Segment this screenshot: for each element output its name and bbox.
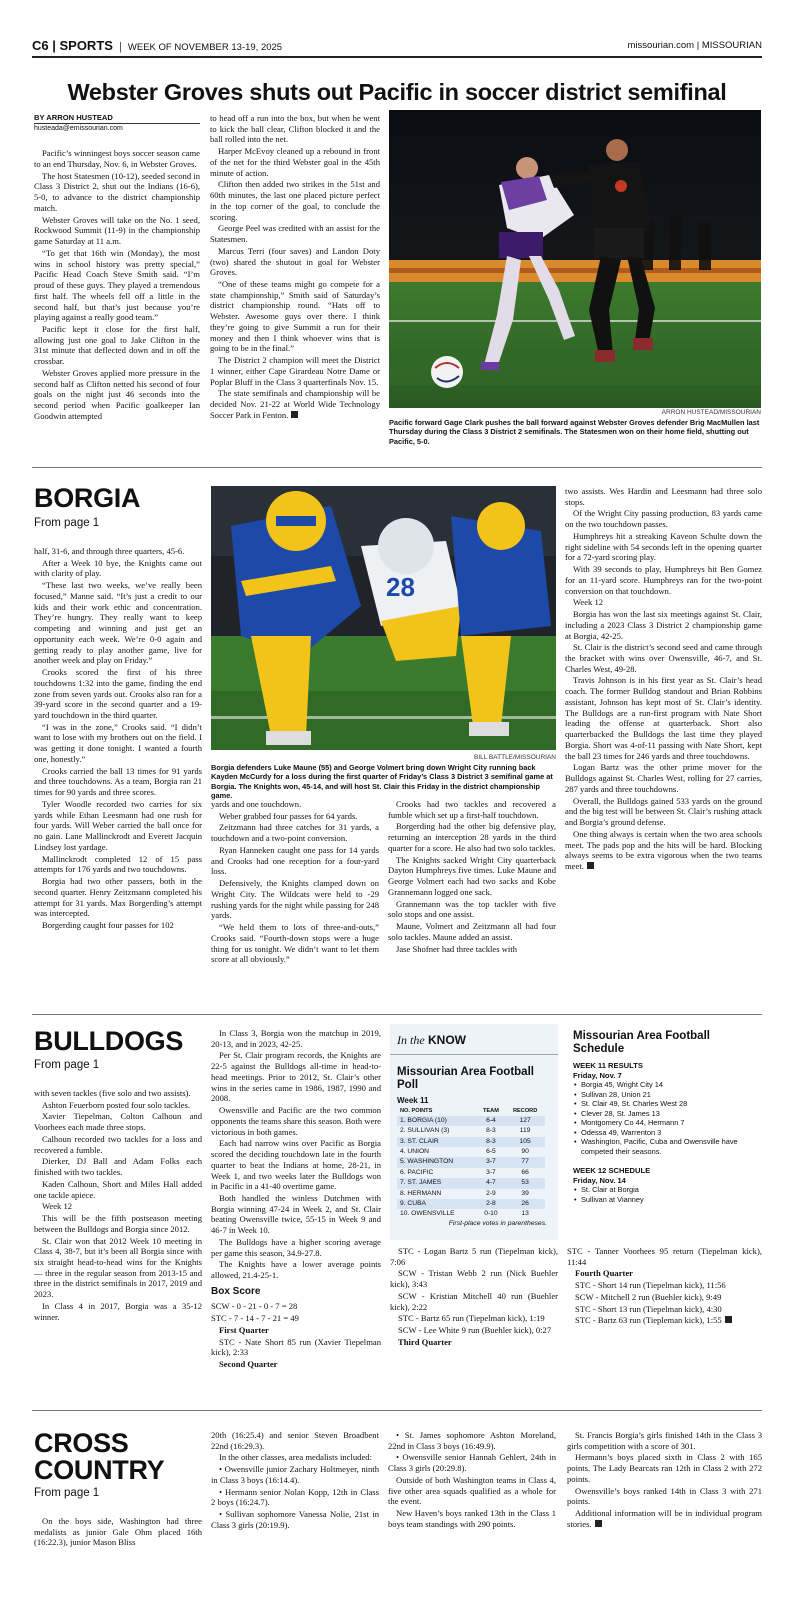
poll-record: 8-3	[486, 1127, 496, 1135]
know-label-bold: KNOW	[428, 1033, 466, 1047]
paragraph: Defensively, the Knights clamped down on Wright City. The Wildcats were held to -29 rushing yards for the night while passing for 248 yards.	[211, 878, 379, 921]
paragraph: to head off a run into the box, but when he went to kick the ball clear, Clifton blocked it and the ball rolled into the net.	[210, 113, 380, 145]
scoring-play: STC - Short 14 run (Tiepelman kick), 11:56	[575, 1280, 726, 1291]
schedule-week11-heading: WEEK 11 RESULTS	[573, 1061, 643, 1071]
schedule-item: • St. Clair at Borgia	[573, 1185, 761, 1194]
poll-row	[397, 1209, 545, 1219]
jump-subhead: From page 1	[34, 1059, 100, 1071]
poll-team: 1. BORGIA (10)	[397, 1116, 477, 1126]
paragraph: Borgia had two other passers, both in the second quarter. Henry Zeitzmann completed his attempt for 31 yards. Max Borgerding’s attempt was intercepted.	[34, 876, 202, 919]
list-item: • Owensville junior Zachary Holtmeyer, ninth in Class 3 boys (16:14.4).	[211, 1464, 379, 1485]
paragraph: Logan Bartz was the other prime mover for the Bulldogs against St. Charles West, rolling for 27 carries, 287 yards and three touchdowns.	[565, 762, 762, 794]
poll-points: 39	[521, 1189, 529, 1197]
poll-row	[397, 1116, 545, 1126]
paragraph: Crooks scored the first of his three touchdowns 1:32 into the game, finding the end zone from seven yards out. Crooks also ran for a 39-yard score in the second quarter and a 19-yard touchdown in the third quarter.	[34, 667, 202, 721]
bulldogs-column-4	[567, 1246, 762, 1327]
paragraph: Humphreys hit a streaking Kaveon Schulte down the right sideline with 54 seconds left in the opening quarter for a 72-yard scoring play.	[565, 530, 762, 563]
soccer-photo	[389, 110, 761, 408]
paragraph: Jase Shofner had three tackles with	[396, 943, 517, 954]
poll-col-header: RECORD	[513, 1108, 538, 1114]
poll-points: 26	[505, 1199, 545, 1209]
poll-table	[397, 1107, 545, 1220]
poll-row	[397, 1126, 545, 1136]
paragraph: “We held them to lots of three-and-outs,” Crooks said. “Fourth-down stops were a huge thing for us tonight. We didn’t want to let them score at all obviously.”	[211, 922, 379, 965]
cross-column-2	[211, 1430, 379, 1532]
poll-team: 10. OWENSVILLE	[400, 1210, 455, 1218]
paragraph: New Haven’s boys ranked 13th in the Class 1 boys team standings with 290 points.	[388, 1508, 556, 1529]
paragraph: “I was in the zone,” Crooks said. “I didn’t want to lose with my brothers out on the field. I was getting it done tonight. I wanted a fourth one, honestly.”	[34, 721, 202, 764]
paragraph: Borgerding caught four passes for 102	[42, 919, 174, 930]
list-item: • Hermann senior Nolan Kopp, 12th in Class 2 boys (16:24.7).	[211, 1486, 379, 1508]
paragraph: The District 2 champion will meet the District 1 winner, either Cape Girardeau Notre Dame or Poplar Bluff in the Class 3 quarterfinals Nov. 15.	[210, 355, 380, 387]
photo-caption: Borgia defenders Luke Maune (55) and George Volmert bring down Wright City running back Kayden McCurdy for a loss during the first quarter of Friday’s Class 3 District 3 semifinal game at Borgia. The Knights won, 45-14, and will host St. Clair this Friday in the district championship game.	[211, 763, 553, 800]
poll-points: 127	[505, 1116, 545, 1126]
paragraph: Hermann’s boys placed sixth in Class 2 with 165 points. The Lady Bearcats ran 12th in Class 2 with 272 points.	[567, 1452, 762, 1484]
poll-team: 2. SULLIVAN (3)	[400, 1127, 450, 1135]
schedule-item: • Montgomery Co 44, Hermann 7	[573, 1118, 761, 1127]
scoring-play: STC - Bartz 63 run (Tiepleman kick), 1:55	[575, 1315, 722, 1326]
schedule-item: • Sullivan 28, Union 21	[573, 1090, 761, 1099]
poll-record: 6-4	[477, 1116, 506, 1126]
poll-row	[397, 1189, 545, 1199]
paragraph: Additional information will be in individual program stories.	[567, 1508, 762, 1529]
scoring-play: STC - Logan Bartz 5 run (Tiepelman kick), 7:06	[390, 1246, 558, 1267]
poll-points: 13	[521, 1210, 529, 1218]
jump-headline-line: COUNTRY	[34, 1455, 165, 1485]
poll-record: 0-10	[484, 1210, 498, 1218]
quarter-heading: First Quarter	[219, 1324, 269, 1335]
quarter-heading: Fourth Quarter	[575, 1268, 633, 1279]
paragraph: with seven tackles (five solo and two assists).	[34, 1088, 191, 1098]
end-mark-icon	[725, 1316, 732, 1323]
paragraph: George Peel was credited with an assist for the Statesmen.	[210, 223, 380, 245]
soccer-photo-image	[389, 110, 761, 408]
poll-record: 4-7	[477, 1178, 506, 1188]
paragraph: Webster Groves will take on the No. 1 seed, Rockwood Summit (11-9) in the championship game Saturday at 11 a.m.	[34, 214, 200, 247]
paragraph: Kaden Calhoun, Short and Miles Hall added one tackle apiece.	[34, 1178, 202, 1200]
schedule-item: • Clever 28, St. James 13	[573, 1109, 761, 1118]
poll-record: 8-3	[477, 1137, 506, 1147]
page-header: C6 | SPORTS | WEEK OF NOVEMBER 13-19, 2025 missourian.com | MISSOURIAN	[32, 38, 762, 53]
bulldogs-column-1	[34, 1088, 202, 1323]
quarter-heading: Second Quarter	[219, 1359, 278, 1370]
scoring-play: STC - Tanner Voorhees 95 return (Tiepelman kick), 11:44	[567, 1246, 762, 1267]
poll-team: 6. PACIFIC	[400, 1168, 434, 1176]
paragraph: Crooks had two tackles and recovered a fumble which set up a first-half touchdown.	[388, 799, 556, 820]
paragraph: “These last two weeks, we’ve really been focused,” Manne said. “It’s just a credit to our kids and their work ethic and concentration. They’re hungry. They really want to keep competing and winning and just get an opportunity each week. We’re 0-0 again and getting ready to play another game, live for another week and play on Friday.”	[34, 580, 202, 666]
schedule-item: • Sullivan at Vianney	[573, 1195, 761, 1204]
scoring-play: SCW - Lee White 9 run (Buehler kick), 0:27	[398, 1325, 552, 1336]
paragraph: St. Clair won that 2012 Week 10 meeting in Class 4, 38-7, but it’s been all Borgia since with six straight head-to-head wins for the Knights — three in the regular season from 2013-15 and three in the district semifinals in 2017, 2019 and 2023.	[34, 1235, 202, 1300]
paragraph: Borgerding had the other big defensive play, returning an interception 28 yards in the third quarter for a score. He also had two solo tackles.	[388, 821, 556, 853]
paragraph: Clifton then added two strikes in the 51st and 60th minutes, the last one placed picture perfect in the top corner of the goal, to conclude the scoring.	[210, 179, 380, 222]
paragraph: St. Francis Borgia’s girls finished 14th in the Class 3 girls competition with a score of 301.	[567, 1430, 762, 1451]
scoring-play: SCW - Mitchell 2 run (Buehler kick), 9:49	[575, 1291, 722, 1302]
borgia-column-3	[388, 799, 556, 955]
poll-title: Missourian Area Football Poll	[397, 1066, 534, 1092]
paragraph: The state semifinals and championship will be decided Nov. 21-22 at World Wide Technology Soccer Park in Fenton.	[210, 388, 380, 420]
box-score-heading: Box Score	[211, 1285, 261, 1297]
paragraph: The Knights sacked Wright City quarterback Dayton Humphreys five times. Luke Maune and George Volmert each had two sacks and Kobe Grannemann logged one sack.	[388, 854, 556, 897]
scoring-play: SCW - Kristian Mitchell 40 run (Buehler kick), 2:22	[390, 1290, 558, 1312]
poll-col-header: TEAM	[483, 1108, 499, 1114]
story1-column-2	[210, 113, 380, 422]
paragraph: The Bulldogs have a higher scoring average per game this season, 34.9-27.8.	[211, 1236, 381, 1258]
end-mark-icon	[291, 411, 298, 418]
byline: BY ARRON HUSTEAD	[34, 113, 113, 122]
paragraph: Pacific’s winningest boys soccer season came to an end Thursday, Nov. 6, in Webster Groves.	[34, 148, 200, 169]
photo-caption: Pacific forward Gage Clark pushes the ball forward against Webster Groves defender Brig MacMullen last Thursday during the Class 3 District 2 semifinals. The Statesmen won on their home field, shutting out Pacific, 5-0.	[389, 418, 760, 446]
poll-team: 4. UNION	[400, 1148, 429, 1156]
cross-column-4	[567, 1430, 762, 1531]
cross-column-1	[34, 1516, 202, 1549]
paragraph: St. Clair is the district’s second seed and came through the bracket with wins over Owensville, 46-7, and St. Charles West, 49-28.	[565, 642, 762, 674]
paragraph: Crooks carried the ball 13 times for 91 yards and three touchdowns. As a team, Borgia ran 21 times for 90 yards and three scores.	[34, 765, 202, 798]
poll-note: First-place votes in parentheses.	[448, 1220, 547, 1227]
poll-record: 2-9	[486, 1189, 496, 1197]
paragraph: Harper McEvoy cleaned up a rebound in front of the net for the third Webster goal in the 45th minute of action.	[210, 146, 380, 178]
paragraph: Per St. Clair program records, the Knights are 22-5 against the Bulldogs all-time in head-to-head meetings. Prior to 2012, St. Clair’s other wins in the series came in 1986, 1987, 1990 and 2008.	[211, 1050, 381, 1104]
paragraph: Marcus Terri (four saves) and Landon Doty (two) shared the shutout in goal for Webster Groves.	[210, 245, 380, 278]
paragraph: Mallinckrodt completed 12 of 15 pass attempts for 176 yards and two touchdowns.	[34, 853, 202, 875]
paragraph: In the other classes, area medalists included:	[219, 1452, 372, 1463]
poll-record: 6-5	[486, 1148, 496, 1156]
poll-row	[397, 1199, 545, 1209]
poll-box	[390, 1024, 558, 1240]
poll-team: 7. ST. JAMES	[397, 1178, 477, 1188]
schedule-week12-heading: WEEK 12 SCHEDULE	[573, 1166, 651, 1176]
schedule-title: Missourian Area Football Schedule	[573, 1030, 710, 1056]
football-photo	[211, 486, 556, 750]
paragraph: Xavier Tiepelman, Colton Calhoun and Voorhees each made three stops.	[34, 1111, 202, 1133]
paragraph: yards and one touchdown.	[211, 799, 302, 809]
jump-subhead: From page 1	[34, 517, 100, 529]
schedule-box	[573, 1030, 761, 1204]
byline-email[interactable]: husteada@emissourian.com	[34, 125, 123, 133]
poll-record: 3-7	[486, 1168, 496, 1176]
know-label-italic: In the	[397, 1033, 425, 1047]
paragraph: Week 12	[573, 597, 604, 608]
borgia-column-1	[34, 546, 202, 932]
poll-team: 9. CUBA	[397, 1199, 477, 1209]
paragraph: Weber grabbed four passes for 64 yards.	[219, 810, 358, 821]
bulldogs-column-2	[211, 1028, 381, 1371]
paragraph: Owensville and Pacific are the two common opponents the teams share this season. Both were victorious in both games.	[211, 1105, 381, 1137]
poll-row	[397, 1147, 545, 1157]
paragraph: On the boys side, Washington had three medalists as junior Gale Ohm placed 16th (16:22.3), junior Mason Bliss	[34, 1516, 202, 1548]
poll-week: Week 11	[397, 1096, 429, 1105]
paragraph: Dierker, DJ Ball and Adam Folks each finished with two tackles.	[34, 1156, 202, 1178]
schedule-week12-date: Friday, Nov. 14	[573, 1175, 626, 1185]
svg-text:28: 28	[386, 572, 415, 602]
site-link[interactable]: missourian.com	[627, 40, 695, 51]
paragraph: With 39 seconds to play, Humphreys hit Ben Gomez for an 11-yard score. Humphreys ran for the two-point conversion on that touchdown.	[565, 564, 762, 596]
poll-team: 5. WASHINGTON	[397, 1157, 477, 1167]
box-score-line: SCW - 0 - 21 - 0 - 7 = 28	[211, 1301, 298, 1312]
paragraph: two assists. Wes Hardin and Leesmann had three solo stops.	[565, 486, 762, 507]
list-item: • St. James sophomore Ashton Moreland, 22nd in Class 3 boys (16:49.9).	[388, 1430, 556, 1451]
poll-points: 119	[519, 1127, 531, 1135]
poll-row	[397, 1168, 545, 1178]
paragraph: The Knights have a lower average points allowed, 21.4-25-1.	[211, 1259, 381, 1281]
paragraph: Each had narrow wins over Pacific as Borgia scored the deciding touchdown late in the fourth quarter to beat the Indians at home, 28-21, in Week 1, and two weeks later the Bulldogs won in Pacific in a 41-40 overtime game.	[211, 1138, 381, 1192]
paragraph: 20th (16:25.4) and senior Steven Broadbent 22nd (16:29.3).	[211, 1430, 379, 1451]
poll-team: 8. HERMANN	[400, 1189, 442, 1197]
poll-col-header: NO. POINTS	[400, 1108, 433, 1114]
poll-points: 53	[505, 1178, 545, 1188]
issue-date: WEEK OF NOVEMBER 13-19, 2025	[127, 42, 283, 53]
poll-points: 66	[521, 1168, 529, 1176]
poll-row	[397, 1157, 545, 1167]
paragraph: half, 31-6, and through three quarters, 45-6.	[34, 546, 185, 556]
paragraph: One thing always is certain when the two area schools meet. The pads pop and the hits will be hard. Blocking always seems to be extra vigorous when the two teams meet.	[565, 828, 762, 871]
end-mark-icon	[587, 862, 594, 869]
list-item: • Owensville senior Hannah Gehlert, 24th in Class 3 girls (20:29.8).	[388, 1452, 556, 1474]
section-label: C6 | SPORTS	[32, 38, 113, 53]
scoring-play: SCW - Tristan Webb 2 run (Nick Buehler kick), 3:43	[390, 1268, 558, 1290]
poll-row	[397, 1137, 545, 1147]
paragraph: Outside of both Washington teams in Class 4, five other area squads qualified as a whole for the event.	[388, 1474, 556, 1507]
paragraph: In Class 3, Borgia won the matchup in 2019, 20-13, and in 2023, 42-25.	[211, 1028, 381, 1049]
know-label	[397, 1033, 466, 1048]
schedule-item: • Odessa 49, Warrenton 3	[573, 1128, 761, 1137]
scoring-play: STC - Bartz 65 run (Tiepelman kick), 1:19	[398, 1313, 545, 1324]
paragraph: Overall, the Bulldogs gained 533 yards on the ground and the big test will be between St. Clair’s rushing attack and Borgia’s ground defense.	[565, 795, 762, 828]
paragraph: Tyler Woodle recorded two carries for six yards while Ethan Leesmann had one rush for four yards. Will Weber carried the ball once for no gain. Lane Mallinckrodt and Everett Jacquin Lindsey lost yardage.	[34, 798, 202, 852]
paragraph: The host Statesmen (10-12), seeded second in Class 3 District 2, shut out the Indians (16-6), 5-0, to advance to the district championship match.	[34, 170, 200, 213]
paragraph: “One of these teams might go compete for a state championship,” Smith said of Saturday’s district championship round. “Hats off to Webster. Awesome guys over there. I think they’re going to give Summit a run for their money and then I think whoever wins that is going to be in the final.”	[210, 279, 380, 354]
paragraph: Week 12	[42, 1201, 73, 1212]
week11-results-list	[573, 1080, 761, 1156]
poll-team: 3. ST. CLAIR	[397, 1137, 477, 1147]
photo-credit: ARRON HUSTEAD/MISSOURIAN	[661, 409, 761, 416]
jump-headline	[34, 1430, 164, 1484]
schedule-item: • Borgia 45, Wright City 14	[573, 1080, 761, 1089]
paragraph: Both handled the winless Dutchmen with Borgia winning 47-24 in Week 2, and St. Clair beating Owensville twice, 55-15 in Week 9 and 46-7 in Week 10.	[211, 1193, 381, 1236]
paragraph: Maune, Volmert and Zeitzmann all had four solo tackles. Maune added an assist.	[388, 921, 556, 942]
paragraph: In Class 4 in 2017, Borgia was a 35-12 winner.	[34, 1300, 202, 1322]
poll-points: 77	[505, 1157, 545, 1167]
jump-headline: BORGIA	[34, 483, 141, 513]
jump-subhead: From page 1	[34, 1487, 100, 1499]
paragraph: Grannemann was the top tackler with five solo stops and one assist.	[388, 898, 556, 920]
paragraph: “To get that 16th win (Monday), the most wins in school history was pretty special,” Pacific Head Coach Steve Smith said. “I’m proud of these guys. They played a tremendous first half. The wheels fell off a little in the second half, but that’s just because you’re playing against a really good team.”	[34, 247, 200, 323]
poll-record: 3-7	[477, 1157, 506, 1167]
scoring-play: STC - Nate Short 85 run (Xavier Tiepelman kick), 2:33	[211, 1336, 381, 1358]
paragraph: This will be the fifth postseason meeting between the Bulldogs and Borgia since 2012.	[34, 1213, 202, 1234]
paragraph: Zeitzmann had three catches for 31 yards, a touchdown and a two-point conversion.	[211, 822, 379, 844]
paragraph: Ryan Hanneken caught one pass for 14 yards and Crooks had one reception for a four-yard loss.	[211, 844, 379, 877]
paragraph: Calhoun recorded two tackles for a loss and recovered a fumble.	[34, 1133, 202, 1155]
poll-points: 90	[521, 1148, 529, 1156]
week12-schedule-list	[573, 1185, 761, 1204]
quarter-heading: Third Quarter	[398, 1336, 452, 1347]
schedule-item: • Washington, Pacific, Cuba and Owensville have competed their seasons.	[573, 1137, 761, 1156]
photo-credit: BILL BATTLE/MISSOURIAN	[474, 754, 556, 761]
paragraph: Owensville’s boys ranked 14th in Class 3 with 271 points.	[567, 1485, 762, 1507]
poll-points: 105	[505, 1137, 545, 1147]
headline: Webster Groves shuts out Pacific in soccer district semifinal	[67, 79, 727, 105]
jump-headline: BULLDOGS	[34, 1026, 184, 1056]
paper-name: MISSOURIAN	[701, 40, 762, 51]
end-mark-icon	[595, 1520, 602, 1527]
paragraph: Travis Johnson is in his first year as St. Clair’s head coach. The former Bulldog standout and Brian Robbins assistant, Johnson has kept most of St. Clair’s identity. The Bulldogs are a run-first program with Nate Short leading the offense at quarterback. Short also quarterbacked the Bulldogs the last time they played Borgia. Short was 4-of-11 passing with Nate Short, kept the ball 23 times for 246 yards and three touchdowns.	[565, 675, 762, 761]
schedule-item: • St. Clair 49, St. Charles West 28	[573, 1099, 761, 1108]
list-item: • Sullivan sophomore Vanessa Nolie, 21st in Class 3 girls (20:19.9).	[211, 1509, 379, 1530]
paragraph: Of the Wright City passing production, 83 yards came on the two touchdown passes.	[565, 508, 762, 530]
borgia-column-2	[211, 799, 379, 966]
paragraph: Webster Groves applied more pressure in the second half as Clifton netted his second of four goals on the night just 46 seconds into the second period when Pacific goalkeeper Ian Goodwin attempted	[34, 367, 200, 421]
poll-record: 2-8	[477, 1199, 506, 1209]
borgia-column-4	[565, 486, 762, 873]
jump-headline-line: CROSS	[34, 1428, 129, 1458]
schedule-week11-date: Friday, Nov. 7	[573, 1070, 622, 1080]
paragraph: Borgia has won the last six meetings against St. Clair, including a 2023 Class 3 District 2 championship game at Borgia, 42-25.	[565, 609, 762, 641]
paragraph: Pacific kept it close for the first half, allowing just one goal to Jake Clifton in the 31st minute that deflected down and in off the crossbar.	[34, 323, 200, 367]
paragraph: Ashton Feuerborn posted four solo tackles.	[42, 1099, 190, 1110]
story1-column-1	[34, 113, 200, 423]
bulldogs-column-3	[390, 1246, 558, 1349]
football-photo-image	[211, 486, 556, 750]
paragraph: After a Week 10 bye, the Knights came out with clarity of play.	[34, 557, 202, 579]
scoring-play: STC - Short 13 run (Tiepelman kick), 4:30	[575, 1303, 722, 1314]
box-score-line: STC - 7 - 14 - 7 - 21 = 49	[211, 1313, 299, 1324]
poll-row	[397, 1178, 545, 1188]
cross-column-3	[388, 1430, 556, 1531]
